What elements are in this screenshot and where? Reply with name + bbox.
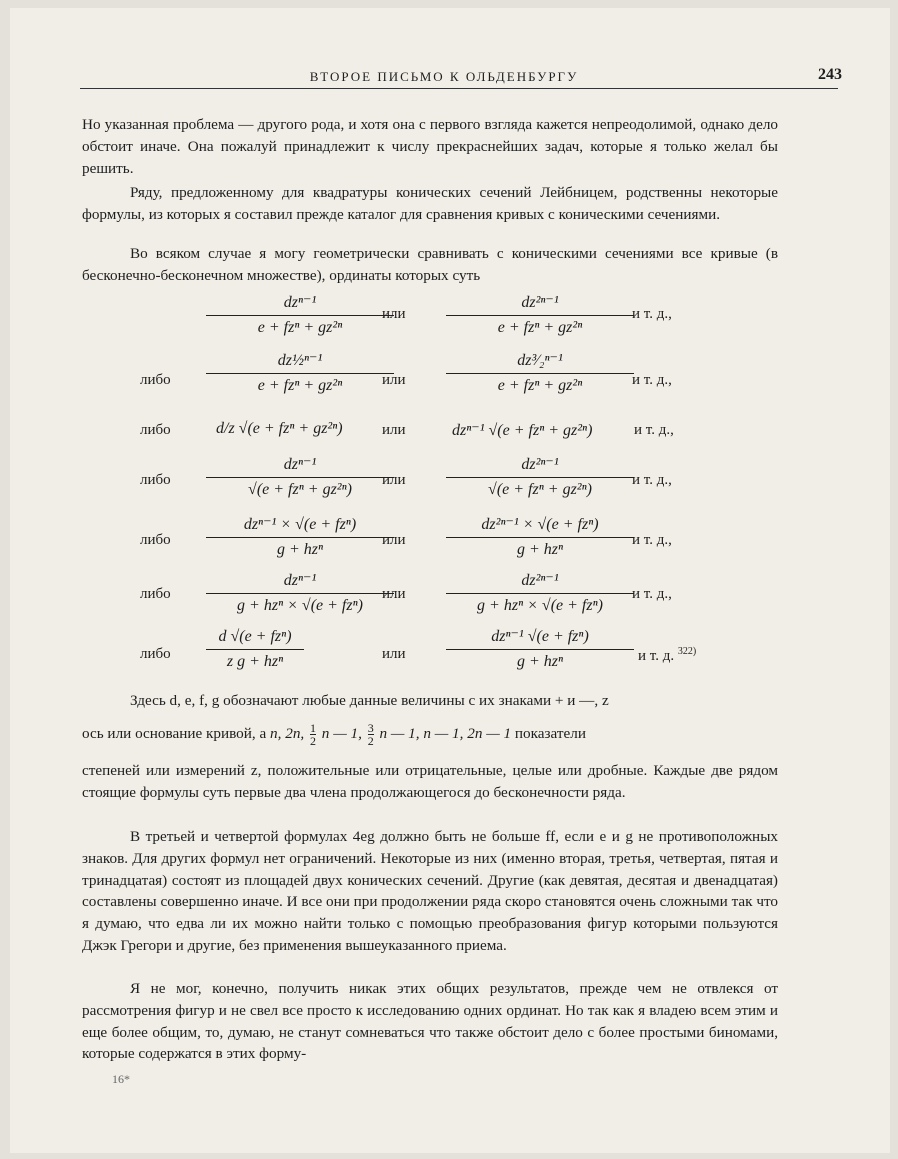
running-title: ВТОРОЕ ПИСЬМО К ОЛЬДЕНБУРГУ	[309, 69, 579, 84]
paragraph-6: Я не мог, конечно, получить никак этих общих результатов, прежде чем не отвлекся от рассмотрения фигур и не свел все просто к исследованию одних ординат. Но так как я владею всем этим и еще более общим, то, думаю, не станут сомневаться что также обстоит дело с более простыми биномами, которые содержатся в этих форму-	[82, 980, 778, 1063]
paragraph-2: Ряду, предложенному для квадратуры конических сечений Лейбницем, родственны некоторые формулы, из которых я составил прежде каталог для сравнения кривых с коническими сечениями.	[82, 184, 778, 223]
paragraph-4-line-1: Здесь d, e, f, g обозначают любые данные величины с их знаками + и —, z	[130, 692, 609, 709]
formula-1a: dzⁿ⁻¹ e + fzⁿ + gz²ⁿ	[200, 292, 400, 339]
formula-2b: dz³⁄₂ⁿ⁻¹ e + fzⁿ + gz²ⁿ	[440, 350, 640, 397]
paragraph-5: В третьей и четвертой формулах 4eg должно быть не больше ff, если e и g не противоположных знаков. Для других формул нет ограничений. Некоторые из них (именно вторая, третья, четвертая, пятая и тринадцатая) состоят из площадей двух конических сечений. Другие (как девятая, десятая и двенадцатая) составлены совершенно иначе. И все они при продолжении ряда скоро становятся очень сложными так что я думаю, что едва ли их можно найти только с помощью преобразования фигур которыми пользуются Джэк Грегори и другие, без применения вышеуказанного приема.	[82, 828, 778, 954]
formula-row-2: либо dz½ⁿ⁻¹ e + fzⁿ + gz²ⁿ или dz³⁄₂ⁿ⁻¹ e + fzⁿ + gz²ⁿ и т. д.,	[0, 350, 898, 410]
signature-mark: 16*	[112, 1072, 130, 1086]
formula-1b: dz²ⁿ⁻¹ e + fzⁿ + gz²ⁿ	[440, 292, 640, 339]
formula-row-3: либо d/z √(e + fzⁿ + gz²ⁿ) или dzⁿ⁻¹ √(e + fzⁿ + gz²ⁿ) и т. д.,	[140, 420, 674, 439]
formula-5b: dz²ⁿ⁻¹ × √(e + fzⁿ) g + hzⁿ	[440, 514, 640, 561]
formula-7b: dzⁿ⁻¹ √(e + fzⁿ) g + hzⁿ	[440, 626, 640, 673]
itd-with-note: и т. д. $^{322)}$	[638, 646, 697, 664]
formula-2a: dz½ⁿ⁻¹ e + fzⁿ + gz²ⁿ	[200, 350, 400, 397]
formula-row-5: либо dzⁿ⁻¹ × √(e + fzⁿ) g + hzⁿ или dz²ⁿ⁻¹ × √(e + fzⁿ) g + hzⁿ и т. д.,	[0, 514, 898, 574]
formula-6a: dzⁿ⁻¹ g + hzⁿ × √(e + fzⁿ)	[200, 570, 400, 617]
formula-row-1: dzⁿ⁻¹ e + fzⁿ + gz²ⁿ или dz²ⁿ⁻¹ e + fzⁿ + gz²ⁿ и т. д.,	[0, 292, 898, 352]
formula-3b: dzⁿ⁻¹ √(e + fzⁿ + gz²ⁿ)	[452, 422, 593, 439]
page-number: 243	[818, 66, 842, 83]
formula-5a: dzⁿ⁻¹ × √(e + fzⁿ) g + hzⁿ	[200, 514, 400, 561]
exponents-line: ось или основание кривой, а n, 2n, $\frac{1}{2}$ n — 1, $\frac{3}{2}$ n — 1, n — 1, 2n — 1 показатели	[82, 721, 586, 748]
formula-7a: d √(e + fzⁿ) z g + hzⁿ	[200, 626, 310, 673]
running-header	[86, 66, 842, 90]
paragraph-4-rest: степеней или измерений z, положительные или отрицательные, целые или дробные. Каждые две рядом стоящие формулы суть первые два члена продолжающегося до бесконечности ряда.	[82, 762, 778, 801]
formula-4b: dz²ⁿ⁻¹ √(e + fzⁿ + gz²ⁿ)	[440, 454, 640, 501]
formula-row-7: либо d √(e + fzⁿ) z g + hzⁿ или dzⁿ⁻¹ √(e + fzⁿ) g + hzⁿ и т. д. $^{322)}$	[0, 626, 898, 686]
formula-4a: dzⁿ⁻¹ √(e + fzⁿ + gz²ⁿ)	[200, 454, 400, 501]
formula-6b: dz²ⁿ⁻¹ g + hzⁿ × √(e + fzⁿ)	[440, 570, 640, 617]
header-rule	[80, 88, 838, 89]
formula-3a: d/z √(e + fzⁿ + gz²ⁿ)	[216, 420, 343, 437]
formula-row-6: либо dzⁿ⁻¹ g + hzⁿ × √(e + fzⁿ) или dz²ⁿ⁻¹ g + hzⁿ × √(e + fzⁿ) и т. д.,	[0, 570, 898, 630]
formula-row-4: либо dzⁿ⁻¹ √(e + fzⁿ + gz²ⁿ) или dz²ⁿ⁻¹ √(e + fzⁿ + gz²ⁿ) и т. д.,	[0, 454, 898, 514]
paragraph-3: Во всяком случае я могу геометрически сравнивать с коническими сечениями все кривые (в бесконечно-бесконечном множестве), ординаты которых суть	[82, 245, 778, 284]
paragraph-1: Но указанная проблема — другого рода, и хотя она с первого взгляда кажется непреодолимой, однако дело обстоит иначе. Она пожалуй принадлежит к числу прекраснейших задач, которые я только желал бы решить.	[82, 116, 778, 177]
